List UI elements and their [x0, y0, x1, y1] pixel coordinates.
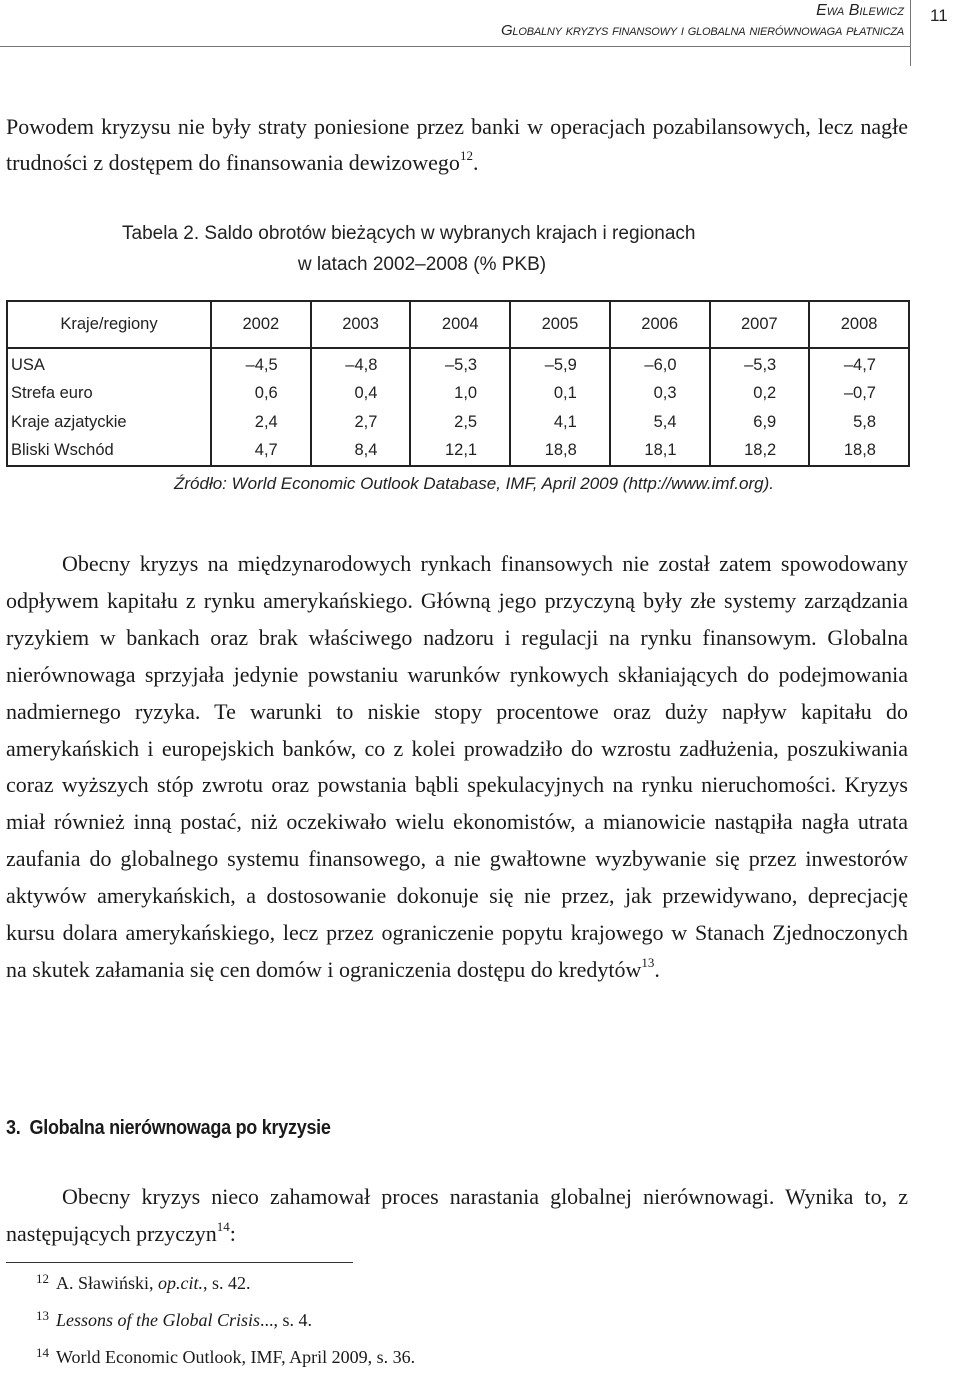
table-caption	[122, 218, 812, 280]
header-rule	[0, 46, 910, 47]
current-account-table	[6, 300, 910, 467]
running-header	[501, 2, 904, 40]
header-cell-year: 2005	[510, 301, 610, 348]
table-cell: 4,7	[211, 437, 311, 467]
table-cell: –0,7	[809, 380, 909, 409]
table-cell: 18,1	[610, 437, 710, 467]
table-cell: 0,6	[211, 380, 311, 409]
table-source: Źródło: World Economic Outlook Database, IMF, April 2009 (http://www.imf.org).	[174, 474, 774, 493]
row-name: Kraje azjatyckie	[7, 408, 211, 437]
paragraph-3-end: :	[229, 1220, 236, 1246]
table-row	[7, 348, 909, 380]
table-cell: 0,3	[610, 380, 710, 409]
footnote-mark: 14	[36, 1345, 49, 1360]
table-cell: –4,7	[809, 348, 909, 380]
footnote-text-italic: Lessons of the Global Crisis	[56, 1310, 261, 1330]
section-number: 3.	[6, 1117, 21, 1139]
table-cell: 18,8	[809, 437, 909, 467]
footnote-mark: 12	[36, 1271, 49, 1286]
footnote-text-pre: World Economic Outlook, IMF, April 2009, s. 36.	[56, 1347, 416, 1367]
paragraph-3	[6, 1179, 908, 1253]
table-cell: 18,8	[510, 437, 610, 467]
table-cell: –5,3	[410, 348, 510, 380]
paragraph-2-text: Obecny kryzys na międzynarodowych rynkach finansowych nie został zatem spowodowany odpływem kapitału z rynku amerykańskiego. Główną jego przyczyną były złe systemy zarządzania ryzykiem w bankach oraz brak właściwego nadzoru i regulacji na rynku finansowym. Globalna nierównowaga sprzyjała jedynie powstaniu warunków rynkowych skłaniających do podejmowania nadmiernego ryzyka. Te warunki to niskie stopy procentowe oraz duży napływ kapitału do amerykańskich i europejskich banków, co z kolei prowadziło do wzrostu zadłużenia, poszukiwania coraz wyższych stóp zwrotu oraz powstania bąbli spekulacyjnych na rynku nieruchomości. Kryzys miał również inną postać, niż oczekiwało wielu ekonomistów, a mianowicie nastąpiła nagła utrata zaufania do globalnego systemu finansowego, a nie gwałtowne wyzbywanie się przez inwestorów aktywów amerykańskich, a dostosowanie dokonuje się nie przez, jak przewidywano, deprecjację kursu dolara amerykańskiego, lecz przez ograniczenie popytu krajowego w Stanach Zjednoczonych na skutek załamania się cen domów i ograniczenia dostępu do kredytów	[6, 551, 908, 982]
footnote-text	[56, 1309, 312, 1331]
table-caption-line2: w latach 2002–2008 (% PKB)	[297, 254, 547, 275]
footnote-ref-12[interactable]: 12	[459, 147, 473, 163]
row-name: USA	[7, 348, 211, 380]
paragraph-1	[6, 109, 908, 181]
table-row	[7, 380, 909, 409]
table-cell: 2,4	[211, 408, 311, 437]
header-cell-year: 2003	[311, 301, 411, 348]
header-title: Globalny kryzys finansowy i globalna nierównowaga płatnicza	[500, 22, 904, 39]
table-cell: 4,1	[510, 408, 610, 437]
page-number: 11	[930, 6, 948, 25]
paragraph-3-text: Obecny kryzys nieco zahamował proces narastania globalnej nierównowagi. Wynika to, z następujących przyczyn	[6, 1184, 908, 1246]
header-cell-year: 2007	[710, 301, 810, 348]
table-cell: 1,0	[410, 380, 510, 409]
paragraph-2	[6, 546, 908, 989]
table-cell: 0,2	[710, 380, 810, 409]
paragraph-1-end: .	[472, 150, 479, 175]
table-cell: 2,5	[410, 408, 510, 437]
footnote-text-post: , s. 42.	[203, 1273, 251, 1293]
footnote-ref-13[interactable]: 13	[641, 954, 655, 970]
table-cell: 12,1	[410, 437, 510, 467]
table-header-row	[7, 301, 909, 348]
row-name: Strefa euro	[7, 380, 211, 409]
table-cell: 8,4	[311, 437, 411, 467]
row-name: Bliski Wschód	[7, 437, 211, 467]
footnote-text-pre: A. Sławiński,	[56, 1273, 159, 1293]
table-cell: 5,8	[809, 408, 909, 437]
table-cell: 2,7	[311, 408, 411, 437]
table-cell: –6,0	[610, 348, 710, 380]
table-cell: –4,5	[211, 348, 311, 380]
header-author: Ewa Bilewicz	[816, 2, 904, 19]
table-caption-label: Tabela 2.	[122, 223, 200, 244]
table-cell: 0,4	[311, 380, 411, 409]
section-title: Globalna nierównowaga po kryzysie	[29, 1117, 331, 1139]
table-row	[7, 437, 909, 467]
header-cell-year: 2004	[410, 301, 510, 348]
table-cell: –4,8	[311, 348, 411, 380]
paragraph-1-text: Powodem kryzysu nie były straty poniesione przez banki w operacjach pozabilansowych, lecz nagłe trudności z dostępem do finansowania dewizowego	[6, 114, 908, 175]
footnote-mark: 13	[36, 1308, 49, 1323]
header-cell-regions: Kraje/regiony	[7, 301, 211, 348]
footnote-ref-14[interactable]: 14	[216, 1218, 230, 1234]
header-divider	[910, 0, 911, 66]
table-cell: 5,4	[610, 408, 710, 437]
table-cell: –5,3	[710, 348, 810, 380]
table-row	[7, 408, 909, 437]
header-cell-year: 2002	[211, 301, 311, 348]
footnote-text	[56, 1346, 415, 1368]
footnote-separator	[6, 1262, 353, 1263]
table-cell: 6,9	[710, 408, 810, 437]
section-heading	[6, 1117, 331, 1140]
footnote-text-post: ..., s. 4.	[260, 1310, 313, 1330]
table-cell: 18,2	[710, 437, 810, 467]
table-cell: –5,9	[510, 348, 610, 380]
header-cell-year: 2006	[610, 301, 710, 348]
header-cell-year: 2008	[809, 301, 909, 348]
paragraph-2-end: .	[654, 956, 660, 982]
table-caption-line1: Saldo obrotów bieżących w wybranych krajach i regionach	[204, 223, 696, 244]
table-cell: 0,1	[510, 380, 610, 409]
footnote-text	[56, 1272, 251, 1294]
footnote-text-italic: op.cit.	[158, 1273, 204, 1293]
